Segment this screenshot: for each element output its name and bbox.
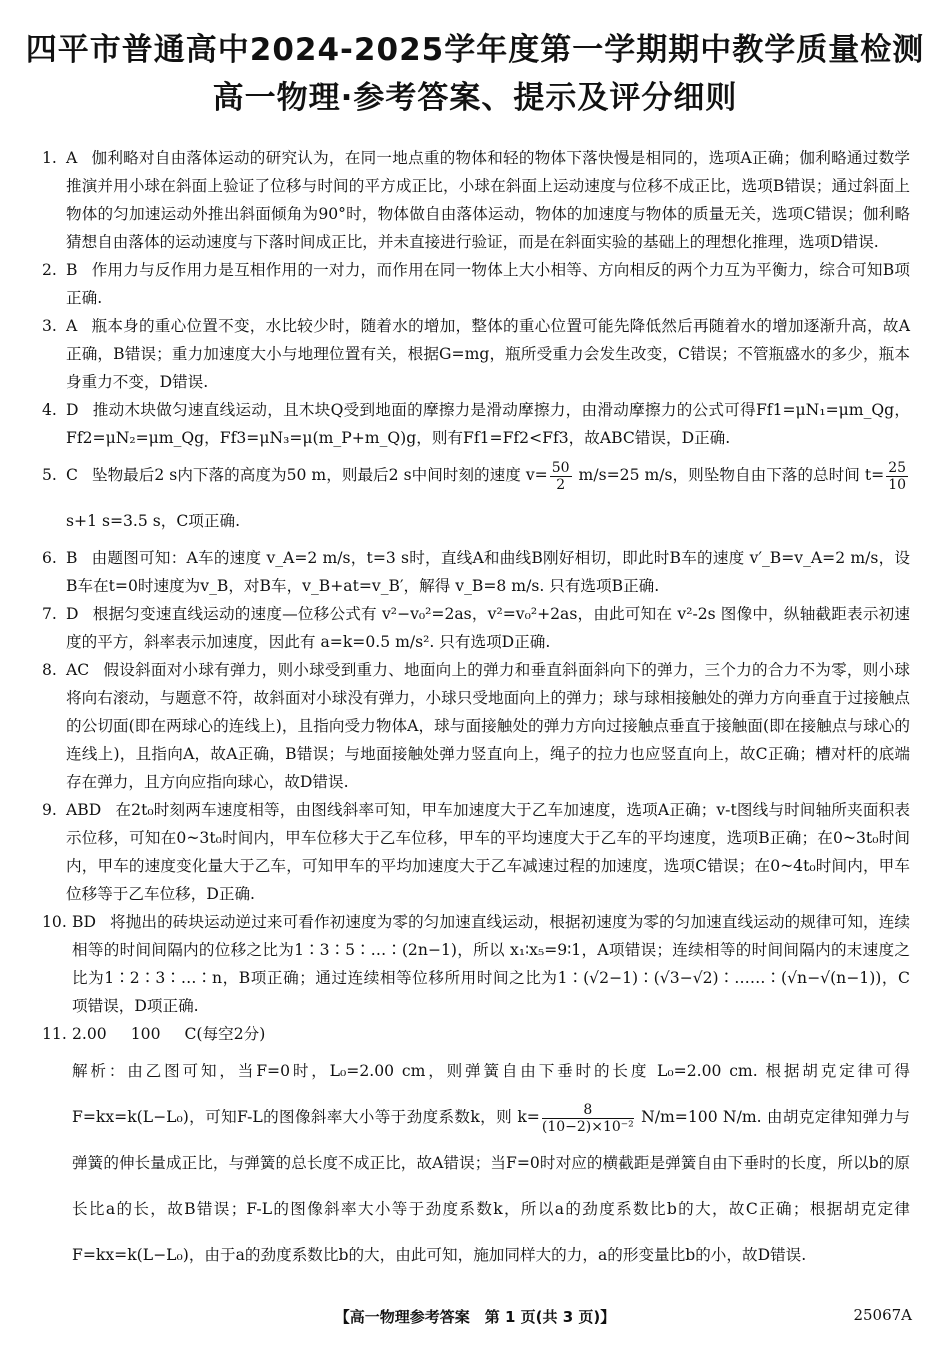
question-answer: A: [66, 317, 78, 335]
question-explanation: 将抛出的砖块运动逆过来可看作初速度为零的匀加速直线运动，根据初速度为零的匀加速直线运动的规律可知，连续相等的时间间隔内的位移之比为1∶3∶5∶…∶(2n−1)，所以 x₁∶x₅=9∶1，A项错误；连续相等的时间间隔内的末速度之比为1∶2∶3∶…∶n，B项正确；通过连续相等位移所用时间之比为1∶(√2−1)∶(√3−√2)∶……∶(√n−√(n−1))，C项错误，D项正确.: [72, 913, 910, 1015]
question-9: [42, 796, 910, 908]
fraction-denominator: (10−2)×10⁻²: [541, 1118, 634, 1135]
fraction-numerator: 8: [542, 1102, 634, 1119]
question-explanation: 由题图可知：A车的速度 v_A=2 m/s，t=3 s时，直线A和曲线B刚好相切，即此时B车的速度 v′_B=v_A=2 m/s，设B车在t=0时速度为v_B，对B车，v_B+at=v_B′，解得 v_B=8 m/s. 只有选项B正确.: [66, 549, 910, 595]
question-number: 6.: [42, 549, 57, 567]
page-footer: 【高一物理参考答案 第 1 页(共 3 页)】: [334, 1308, 616, 1326]
question-number: 2.: [42, 261, 57, 279]
question-number: 7.: [42, 605, 57, 623]
question-10: [42, 908, 910, 1020]
question-answer: B: [66, 549, 78, 567]
question-explanation-part-a: 坠物最后2 s内下落的高度为50 m，则最后2 s中间时刻的速度 v=: [91, 466, 548, 484]
question-1: [42, 144, 910, 256]
question-3: [42, 312, 910, 396]
question-number: 3.: [42, 317, 57, 335]
question-number: 4.: [42, 401, 57, 419]
question-number: 5.: [42, 466, 57, 484]
question-answer: A: [66, 149, 78, 167]
question-explanation: 假设斜面对小球有弹力，则小球受到重力、地面向上的弹力和垂直斜面斜向下的弹力，三个力的合力不为零，则小球将向右滚动，与题意不符，故斜面对小球没有弹力，小球只受地面向上的弹力；球与球相接触处的弹力方向垂直于过接触点的公切面(即在两球心的连线上)，且指向受力物体A，球与面接触处的弹力方向过接触点垂直于接触面(即在接触点与球心的连线上)，且指向A，故A正确，B错误；与地面接触处弹力竖直向上，绳子的拉力也应竖直向上，故C正确；槽对杆的底端存在弹力，且方向应指向球心，故D错误.: [66, 661, 910, 791]
question-answer: C: [66, 466, 78, 484]
question-11-explanation: [42, 1048, 910, 1278]
question-explanation-part-c: s+1 s=3.5 s，C项正确.: [66, 512, 241, 530]
fraction-denominator: 10: [888, 476, 907, 493]
question-8: [42, 656, 910, 796]
document-subtitle: 高一物理·参考答案、提示及评分细则: [212, 80, 738, 116]
fraction-denominator: 2: [556, 476, 566, 493]
fraction-numerator: 25: [888, 459, 907, 476]
question-explanation: 推动木块做匀速直线运动，且木块Q受到地面的摩擦力是滑动摩擦力，由滑动摩擦力的公式可得Ff1=μN₁=μm_Qg，Ff2=μN₂=μm_Qg，Ff3=μN₃=μ(m_P+m_Q)g，则有Ff1=Ff2<Ff3，故ABC错误，D正确.: [66, 401, 910, 447]
document-code: 25067A: [853, 1306, 912, 1324]
question-number: 8.: [42, 661, 57, 679]
question-answer: B: [66, 261, 78, 279]
question-answer: ABD: [66, 801, 102, 819]
question-explanation: 瓶本身的重心位置不变，水比较少时，随着水的增加，整体的重心位置可能先降低然后再随着水的增加逐渐升高，故A正确，B错误；重力加速度大小与地理位置有关，根据G=mg，瓶所受重力会发生改变，C错误；不管瓶盛水的多少，瓶本身重力不变，D错误.: [66, 317, 910, 391]
question-explanation: 伽利略对自由落体运动的研究认为，在同一地点重的物体和轻的物体下落快慢是相同的，选项A正确；伽利略通过数学推演并用小球在斜面上验证了位移与时间的平方成正比，小球在斜面上运动速度与位移不成正比，选项B错误；通过斜面上物体的匀加速运动外推出斜面倾角为90°时，物体做自由落体运动，物体的加速度与物体的质量无关，选项C错误；伽利略猜想自由落体的运动速度与下落时间成正比，并未直接进行验证，而是在斜面实验的基础上的理想化推理，选项D错误.: [66, 149, 910, 251]
question-answer: AC: [66, 661, 90, 679]
question-2: [42, 256, 910, 312]
question-number: 1.: [42, 149, 57, 167]
question-explanation: 在2t₀时刻两车速度相等，由图线斜率可知，甲车加速度大于乙车加速度，选项A正确；v-t图线与时间轴所夹面积表示位移，可知在0~3t₀时间内，甲车位移大于乙车位移，甲车的平均速度大于乙车的平均速度，选项B正确；在0~3t₀时间内，甲车的速度变化量大于乙车，可知甲车的平均加速度大于乙车减速过程的加速度，选项C错误；在0~4t₀时间内，甲车位移等于乙车位移，D正确.: [66, 801, 910, 903]
question-number: 10.: [42, 913, 67, 931]
fraction-time: [886, 460, 908, 493]
question-explanation: 作用力与反作用力是互相作用的一对力，而作用在同一物体上大小相等、方向相反的两个力互为平衡力，综合可知B项正确.: [66, 261, 910, 307]
fraction-numerator: 50: [551, 459, 570, 476]
answer-blank-1: 2.00: [72, 1025, 107, 1043]
question-4: [42, 396, 910, 452]
answer-blank-2: 100: [130, 1025, 161, 1043]
question-number: 9.: [42, 801, 57, 819]
explanation-part-b: N/m=100 N/m. 由胡克定律知弹力与弹簧的伸长量成正比，与弹簧的总长度不成正比，故A错误；当F=0时对应的横截距是弹簧自由下垂时的长度，所以b的原长比a的长，故B错误；F-L的图像斜率大小等于劲度系数k，所以a的劲度系数比b的大，故C正确；根据胡克定律F=kx=k(L−L₀)，由于a的劲度系数比b的大，由此可知，施加同样大的力，a的形变量比b的小，故D错误.: [72, 1108, 910, 1264]
document-title: 四平市普通高中2024-2025学年度第一学期期中教学质量检测: [25, 32, 925, 68]
answer-content: [42, 144, 910, 1278]
question-number: 11.: [42, 1025, 67, 1043]
question-explanation-part-b: m/s=25 m/s，则坠物自由下落的总时间 t=: [573, 466, 885, 484]
question-7: [42, 600, 910, 656]
explanation-part-a: 解析：由乙图可知，当F=0时，L₀=2.00 cm，则弹簧自由下垂时的长度 L₀=2.00 cm. 根据胡克定律可得F=kx=k(L−L₀)，可知F-L的图像斜率大小等于劲度系数k，则 k=: [72, 1062, 910, 1126]
question-answer: BD: [72, 913, 96, 931]
answer-blank-3: C(每空2分): [184, 1025, 266, 1043]
question-11: [42, 1020, 910, 1048]
question-explanation: 根据匀变速直线运动的速度—位移公式有 v²−v₀²=2as，v²=v₀²+2as，由此可知在 v²-2s 图像中，纵轴截距表示初速度的平方，斜率表示加速度，因此有 a=k=0.5 m/s². 只有选项D正确.: [66, 605, 910, 651]
fraction-spring-constant: [542, 1102, 634, 1135]
fraction-velocity: [550, 460, 572, 493]
question-6: [42, 544, 910, 600]
question-answer: D: [66, 401, 79, 419]
question-5: [42, 452, 910, 544]
question-answer: D: [66, 605, 79, 623]
